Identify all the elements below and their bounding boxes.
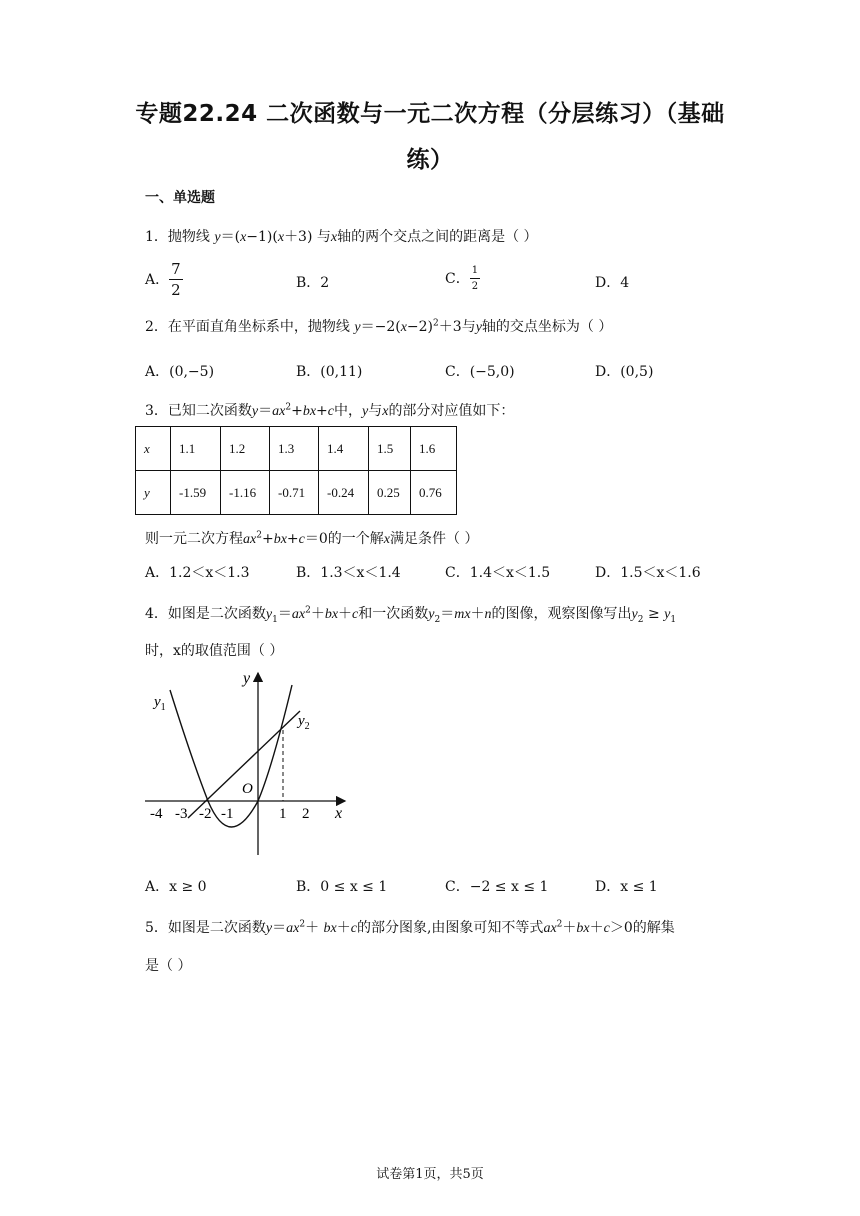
curve-label-y1: $y_1$ (154, 694, 166, 713)
q4-mid2: 的图像，观察图像写出 (491, 606, 632, 622)
q4-mid: 和一次函数 (358, 606, 429, 622)
q2-suffix: 轴的交点坐标为（ ） (481, 319, 613, 335)
table-cell: 1.3 (270, 427, 319, 471)
section-heading: 一、单选题 (145, 190, 215, 206)
table-cell: 1.5 (369, 427, 411, 471)
q1-option-a-label: A． (145, 272, 170, 288)
question-2: 2．在平面直角坐标系中，抛物线 $y=-2(x-2)^2+3$与y轴的交点坐标为（ ） (145, 318, 613, 335)
line-label-y2: $y_2$ (298, 713, 310, 732)
q3-follow-suffix: 满足条件（ ） (390, 531, 479, 547)
q1-option-a[interactable] (145, 262, 183, 298)
page-title-continued: 练） (406, 147, 454, 173)
q3-equation: $ax^2+bx+c$ (243, 530, 305, 547)
q2-formula: $y=-2(x-2)^2+3$ (354, 318, 462, 335)
value-table (135, 426, 457, 515)
tick-label: -1 (221, 806, 234, 822)
table-row-x (136, 427, 457, 471)
q3-option-c[interactable]: C．1.4＜x＜1.5 (445, 565, 551, 581)
q2-option-d[interactable]: D．(0,5) (595, 364, 654, 380)
q5-formula: $y=ax^2+ bx+c$ (265, 919, 357, 936)
q1-option-c[interactable] (445, 266, 480, 292)
q3-option-d[interactable]: D．1.5＜x＜1.6 (595, 565, 701, 581)
y-axis-label: y (243, 670, 251, 687)
page-title: 专题22.24 二次函数与一元二次方程（分层练习）（基础 (135, 101, 725, 127)
tick-label: -2 (199, 806, 212, 822)
q4-option-d[interactable]: D．x ≤ 1 (595, 879, 658, 895)
question-5 (145, 917, 675, 937)
q1-formula: y＝(x−1)(x＋3) (214, 229, 313, 245)
q3-option-a[interactable]: A．1.2＜x＜1.3 (145, 565, 250, 581)
table-cell: 0.76 (411, 471, 457, 515)
q1-mid: 与 (316, 229, 331, 245)
question-1: 1．抛物线 y＝(x−1)(x＋3) 与x轴的两个交点之间的距离是（ ） (145, 229, 538, 245)
q2-option-a[interactable]: A．(0,−5) (145, 364, 215, 380)
q3-mid: 中， (334, 403, 362, 419)
table-cell: 1.4 (319, 427, 369, 471)
q2-option-c[interactable]: C．(−5,0) (445, 364, 515, 380)
q3-suffix: 的部分对应值如下： (388, 403, 515, 419)
q2-option-b[interactable]: B．(0,11) (296, 364, 363, 380)
question-3: 3．已知二次函数$y=ax^2+bx+c$中，y与x的部分对应值如下： (145, 402, 515, 419)
tick-label: -3 (175, 806, 188, 822)
q4-condition: $y_2 \ge y_1$ (631, 606, 677, 625)
q4-graph (140, 668, 360, 863)
question-5-line2: 是（ ） (145, 958, 192, 974)
q1-prefix: 1．抛物线 (145, 229, 210, 245)
q5-prefix: 5．如图是二次函数 (145, 920, 266, 936)
line-y2 (188, 711, 300, 818)
table-row-y (136, 471, 457, 515)
table-cell: -1.16 (221, 471, 270, 515)
q3-follow-mid: ＝0的一个解 (304, 531, 384, 547)
q1-suffix: 轴的两个交点之间的距离是（ ） (337, 229, 538, 245)
q2-prefix: 2．在平面直角坐标系中，抛物线 (145, 319, 350, 335)
q3-prefix: 3．已知二次函数 (145, 403, 252, 419)
q4-option-c[interactable]: C．−2 ≤ x ≤ 1 (445, 879, 549, 895)
q1-option-c-fraction: $\frac{1}{2}$ (471, 265, 479, 292)
q4-option-a[interactable]: A．x ≥ 0 (145, 879, 207, 895)
question-4-line2: 时，x的取值范围（ ） (145, 643, 284, 659)
q1-option-b[interactable]: B．2 (296, 275, 330, 291)
question-3-followup: 则一元二次方程$ax^2+bx+c=0$的一个解x满足条件（ ） (145, 530, 479, 547)
q2-mid: 与 (461, 319, 476, 335)
q4-option-b[interactable]: B．0 ≤ x ≤ 1 (296, 879, 388, 895)
q5-suffix: 的解集 (632, 920, 675, 936)
table-cell: -0.24 (319, 471, 369, 515)
tick-label: 1 (279, 806, 287, 822)
table-cell: -0.71 (270, 471, 319, 515)
q4-formula-1: $y_1=ax^2+bx+c$ (265, 605, 359, 625)
table-header-x: x (136, 427, 171, 471)
origin-label: O (242, 781, 253, 797)
q1-option-a-fraction: $\frac{7}{2}$ (171, 260, 181, 299)
q3-follow-prefix: 则一元二次方程 (145, 531, 243, 547)
table-cell: 1.6 (411, 427, 457, 471)
table-header-y: y (136, 471, 171, 515)
q5-mid: 的部分图象,由图象可知不等式 (356, 920, 544, 936)
q1-option-c-label: C． (445, 271, 470, 287)
page-footer: 试卷第1页，共5页 (376, 1167, 484, 1182)
q3-option-b[interactable]: B．1.3＜x＜1.4 (296, 565, 401, 581)
table-cell: 1.2 (221, 427, 270, 471)
q3-mid2: 与 (368, 403, 383, 419)
q3-formula: $y=ax^2+bx+c$ (251, 402, 334, 419)
tick-label: -4 (150, 806, 163, 822)
table-cell: -1.59 (171, 471, 221, 515)
q4-prefix: 4．如图是二次函数 (145, 606, 266, 622)
q4-formula-2: $y_2=mx+n$ (428, 606, 492, 625)
question-4 (145, 603, 676, 625)
q5-inequality: $ax^2+bx+c>0$ (543, 919, 633, 936)
table-cell: 0.25 (369, 471, 411, 515)
tick-label: 2 (302, 806, 310, 822)
q1-option-d[interactable]: D．4 (595, 275, 630, 291)
table-cell: 1.1 (171, 427, 221, 471)
x-axis-label: x (335, 805, 343, 822)
